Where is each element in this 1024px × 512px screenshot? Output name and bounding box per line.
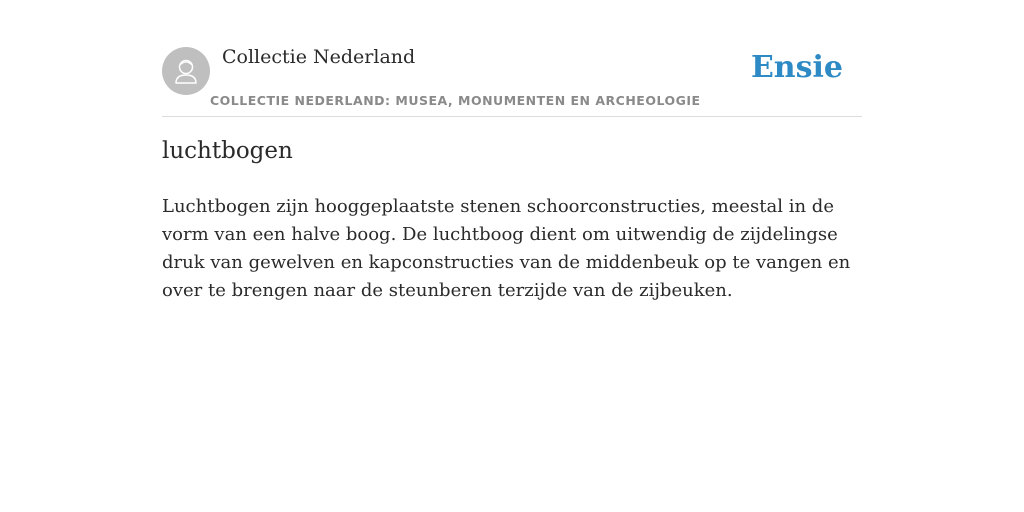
author-name[interactable]: Collectie Nederland [222,46,416,68]
entry-definition: Luchtbogen zijn hooggeplaatste stenen schoorconstructies, meestal in de vorm van een halve boog. De luchtboog dient om uitwendig de zijdelingse druk van gewelven en kapconstructies van de middenbeuk op te vangen en over te brengen naar de steunberen terzijde van de zijbeuken. [162,196,851,301]
collection-subtitle[interactable]: COLLECTIE NEDERLAND: MUSEA, MONUMENTEN EN ARCHEOLOGIE [210,93,701,108]
entry-term: luchtbogen [162,138,293,164]
user-silhouette-icon [162,47,210,95]
author-avatar[interactable] [162,47,210,95]
ensie-logo[interactable]: Ensie [750,50,843,85]
header [162,40,862,117]
